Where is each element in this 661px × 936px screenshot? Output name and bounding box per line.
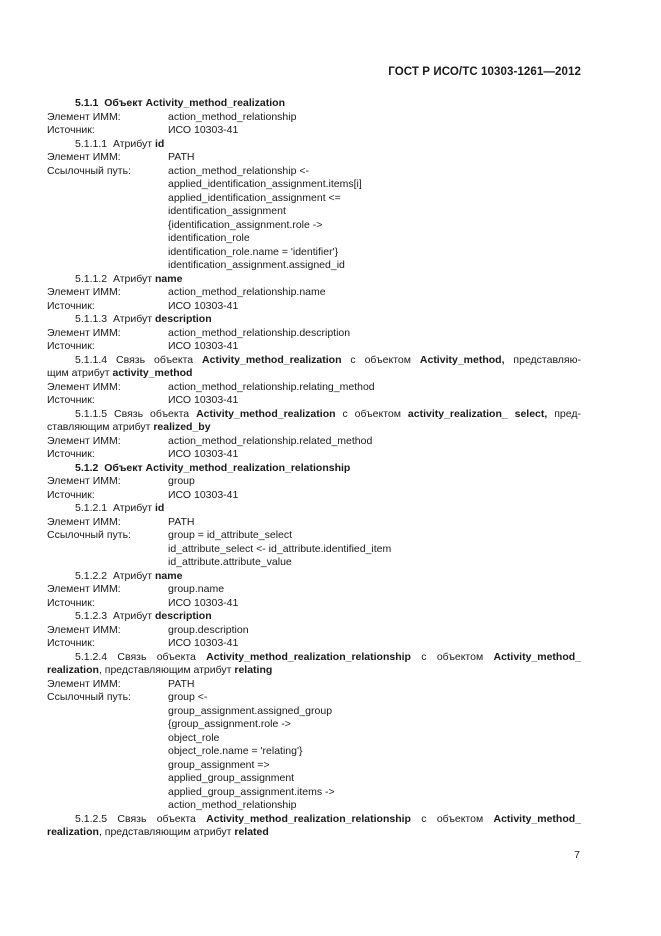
document-body <box>47 97 581 840</box>
relationship-paragraph-5-1-1-5: 5.1.1.5 Связь объекта Activity_method_realization с объектом activity_realization_ select, пред- <box>75 407 581 420</box>
imm-element-row: Элемент ИММ: action_method_relationship.relating_method <box>47 380 375 393</box>
relationship-paragraph-continuation: щим атрибут activity_method <box>47 367 193 379</box>
relationship-paragraph-5-1-2-5: 5.1.2.5 Связь объекта Activity_method_realization_relationship с объектом Activity_method_ <box>75 812 582 825</box>
reference-path-line: group_assignment.assigned_group <box>168 704 333 717</box>
imm-element-row: Элемент ИММ: action_method_relationship.description <box>47 326 351 339</box>
reference-path-line: identification_assignment <box>168 205 286 217</box>
imm-element-row: Элемент ИММ: PATH <box>47 677 195 690</box>
section-heading-5-1-1: 5.1.1 Объект Activity_method_realization <box>75 97 285 109</box>
relationship-paragraph-continuation: realization, представляющим атрибут relating <box>47 664 273 676</box>
imm-element-row: Элемент ИММ: group <box>47 475 195 487</box>
reference-path-line: id_attribute_select <- id_attribute.identified_item <box>168 542 392 555</box>
reference-path-line: applied_group_assignment.items -> <box>168 785 335 798</box>
imm-element-row: Элемент ИММ: group.name <box>47 583 225 595</box>
reference-path-line: applied_identification_assignment.items[i] <box>168 178 362 190</box>
source-row: Источник: ИСО 10303-41 <box>47 637 239 649</box>
reference-path-row: Ссылочный путь: action_method_relationship <- <box>47 164 309 177</box>
imm-element-row: Элемент ИММ: group.description <box>47 623 249 636</box>
source-row: Источник: ИСО 10303-41 <box>47 448 239 460</box>
imm-element-row: Элемент ИММ: action_method_relationship.related_method <box>47 434 373 447</box>
source-row: Источник: ИСО 10303-41 <box>47 340 239 352</box>
attribute-heading-5-1-1-1: 5.1.1.1 Атрибут id <box>75 137 165 150</box>
reference-path-line: {group_assignment.role -> <box>168 718 291 730</box>
reference-path-line: id_attribute.attribute_value <box>168 556 292 568</box>
source-row: Источник: ИСО 10303-41 <box>47 299 239 312</box>
attribute-heading-5-1-1-3: 5.1.1.3 Атрибут description <box>75 313 212 325</box>
reference-path-line: object_role <box>168 731 220 744</box>
relationship-paragraph-continuation: ставляющим атрибут realized_by <box>47 421 211 433</box>
imm-element-row: Элемент ИММ: action_method_relationship.name <box>47 286 326 298</box>
relationship-paragraph-continuation: realization, представляющим атрибут related <box>47 826 269 838</box>
reference-path-line: object_role.name = 'relating'} <box>168 745 303 757</box>
source-row: Источник: ИСО 10303-41 <box>47 488 239 501</box>
attribute-heading-5-1-2-2: 5.1.2.2 Атрибут name <box>75 569 183 582</box>
source-row: Источник: ИСО 10303-41 <box>47 124 239 136</box>
page-number: 7 <box>574 849 580 861</box>
reference-path-row: Ссылочный путь: group <- <box>47 691 208 703</box>
reference-path-line: identification_role <box>168 232 250 244</box>
imm-element-row: Элемент ИММ: PATH <box>47 515 195 528</box>
reference-path-line: group_assignment => <box>168 758 270 771</box>
attribute-heading-5-1-1-2: 5.1.1.2 Атрибут name <box>75 272 183 285</box>
attribute-heading-5-1-2-3: 5.1.2.3 Атрибут description <box>75 610 212 622</box>
source-row: Источник: ИСО 10303-41 <box>47 394 239 406</box>
relationship-paragraph-5-1-1-4: 5.1.1.4 Связь объекта Activity_method_realization с объектом Activity_method, представляю- <box>75 353 581 366</box>
relationship-paragraph-5-1-2-4: 5.1.2.4 Связь объекта Activity_method_realization_relationship с объектом Activity_method_ <box>75 650 582 663</box>
section-heading-5-1-2: 5.1.2 Объект Activity_method_realization_relationship <box>75 461 351 474</box>
reference-path-line: identification_assignment.assigned_id <box>168 259 345 271</box>
reference-path-line: action_method_relationship <box>168 799 297 811</box>
reference-path-row: Ссылочный путь: group = id_attribute_select <box>47 529 293 541</box>
reference-path-line: identification_role.name = 'identifier'} <box>168 245 339 258</box>
reference-path-line: {identification_assignment.role -> <box>168 218 323 231</box>
attribute-heading-5-1-2-1: 5.1.2.1 Атрибут id <box>75 502 165 514</box>
reference-path-line: applied_group_assignment <box>168 772 295 784</box>
document-header: ГОСТ Р ИСО/ТС 10303-1261—2012 <box>388 66 581 78</box>
imm-element-row: Элемент ИММ: action_method_relationship <box>47 110 297 123</box>
imm-element-row: Элемент ИММ: PATH <box>47 151 195 163</box>
reference-path-line: applied_identification_assignment <= <box>168 191 341 204</box>
source-row: Источник: ИСО 10303-41 <box>47 596 239 609</box>
